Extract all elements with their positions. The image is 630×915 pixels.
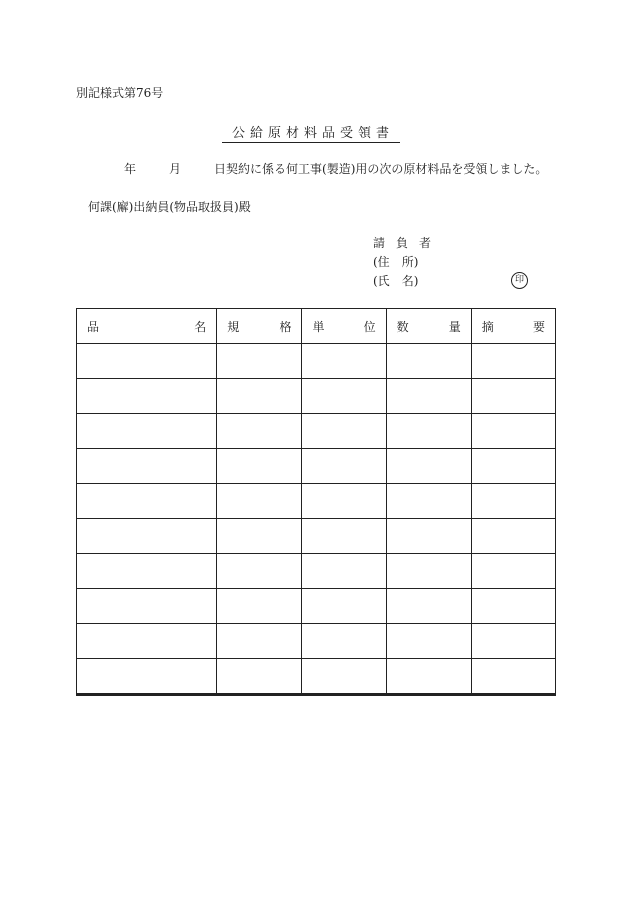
addressee: 何課(廨)出納員(物品取扱員)殿: [88, 200, 251, 214]
table-cell[interactable]: [302, 449, 386, 484]
items-table: [76, 308, 556, 696]
table-cell[interactable]: [471, 519, 555, 554]
header-specification: 規 格: [217, 309, 302, 344]
table-row: [77, 519, 556, 554]
year-label: 年: [124, 162, 137, 176]
table-cell[interactable]: [302, 519, 386, 554]
contractor-name-label: (氏 名): [373, 274, 419, 288]
table-cell[interactable]: [386, 554, 471, 589]
table-cell[interactable]: [471, 659, 555, 695]
table-cell[interactable]: [217, 519, 302, 554]
table-cell[interactable]: [302, 379, 386, 414]
form-number: 別記様式第76号: [76, 86, 164, 100]
table-cell[interactable]: [471, 554, 555, 589]
table-cell[interactable]: [386, 659, 471, 695]
table-row: [77, 589, 556, 624]
table-cell[interactable]: [471, 449, 555, 484]
table-cell[interactable]: [217, 589, 302, 624]
table-cell[interactable]: [386, 589, 471, 624]
table-row: [77, 414, 556, 449]
table-cell[interactable]: [77, 624, 217, 659]
table-cell[interactable]: [77, 659, 217, 695]
table-cell[interactable]: [471, 624, 555, 659]
header-item-name: 品 名: [77, 309, 217, 344]
table-cell[interactable]: [386, 379, 471, 414]
table-cell[interactable]: [77, 484, 217, 519]
table-cell[interactable]: [471, 414, 555, 449]
table-cell[interactable]: [217, 414, 302, 449]
table-row: [77, 659, 556, 695]
table-cell[interactable]: [302, 589, 386, 624]
seal-icon: 印: [511, 272, 528, 289]
table-row: [77, 344, 556, 379]
document-title: 公給原材料品受領書: [222, 122, 400, 143]
table-cell[interactable]: [302, 484, 386, 519]
table-cell[interactable]: [77, 519, 217, 554]
table-cell[interactable]: [386, 519, 471, 554]
table-cell[interactable]: [77, 589, 217, 624]
table-body: [77, 344, 556, 695]
table-row: [77, 484, 556, 519]
table-cell[interactable]: [77, 449, 217, 484]
table-cell[interactable]: [217, 449, 302, 484]
contractor-address-label: (住 所): [373, 255, 419, 269]
table-cell[interactable]: [217, 554, 302, 589]
table-cell[interactable]: [471, 484, 555, 519]
table-cell[interactable]: [302, 624, 386, 659]
table-cell[interactable]: [386, 414, 471, 449]
header-quantity: 数 量: [386, 309, 471, 344]
table-cell[interactable]: [471, 344, 555, 379]
table-row: [77, 624, 556, 659]
table-cell[interactable]: [217, 659, 302, 695]
month-label: 月: [169, 162, 182, 176]
table-cell[interactable]: [386, 449, 471, 484]
table-row: [77, 449, 556, 484]
statement-text: 日契約に係る何工事(製造)用の次の原材料品を受領しました。: [214, 162, 548, 176]
table-cell[interactable]: [77, 379, 217, 414]
table-cell[interactable]: [217, 484, 302, 519]
receipt-statement: [124, 160, 547, 177]
table-cell[interactable]: [386, 624, 471, 659]
table-row: [77, 379, 556, 414]
table-cell[interactable]: [471, 379, 555, 414]
contractor-title: 請負者: [373, 236, 443, 250]
header-remarks: 摘 要: [471, 309, 555, 344]
table-cell[interactable]: [386, 344, 471, 379]
table-cell[interactable]: [217, 344, 302, 379]
table-cell[interactable]: [302, 344, 386, 379]
contractor-block: [373, 234, 442, 291]
table-cell[interactable]: [77, 554, 217, 589]
table-cell[interactable]: [217, 624, 302, 659]
table-cell[interactable]: [302, 659, 386, 695]
table-cell[interactable]: [77, 414, 217, 449]
table-cell[interactable]: [217, 379, 302, 414]
header-unit: 単 位: [302, 309, 386, 344]
table-cell[interactable]: [471, 589, 555, 624]
table-header-row: [77, 309, 556, 344]
table-cell[interactable]: [77, 344, 217, 379]
table-row: [77, 554, 556, 589]
table-cell[interactable]: [302, 554, 386, 589]
table-cell[interactable]: [302, 414, 386, 449]
table-cell[interactable]: [386, 484, 471, 519]
